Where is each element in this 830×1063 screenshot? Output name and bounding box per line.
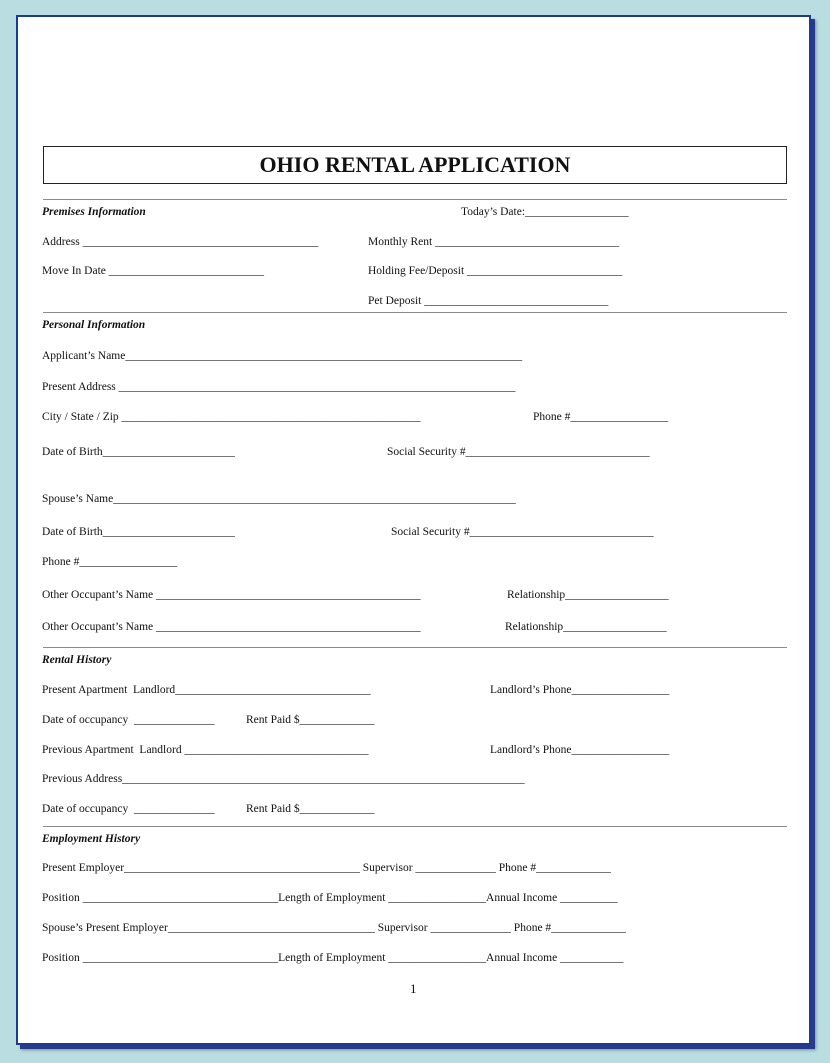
applicant-name-field[interactable]: Applicant’s Name_____________________________________________________________________ <box>42 350 523 362</box>
personal-heading: Personal Information <box>42 319 146 331</box>
relationship-field[interactable]: Relationship__________________ <box>507 589 669 601</box>
rental-history-heading: Rental History <box>42 654 112 666</box>
rent-paid-field[interactable]: Rent Paid $_____________ <box>246 714 375 726</box>
spouse-name-field[interactable]: Spouse’s Name______________________________________________________________________ <box>42 493 516 505</box>
section-divider <box>43 826 787 827</box>
previous-address-field[interactable]: Previous Address______________________________________________________________________ <box>42 773 525 785</box>
employment-history-heading: Employment History <box>42 833 141 845</box>
previous-date-of-occupancy-field[interactable]: Date of occupancy ______________ <box>42 803 215 815</box>
form-title: OHIO RENTAL APPLICATION <box>43 146 787 184</box>
other-occupant-name-field[interactable]: Other Occupant’s Name ______________________________________________ <box>42 589 421 601</box>
spouse-social-security-field[interactable]: Social Security #________________________________ <box>391 526 654 538</box>
section-divider <box>43 312 787 313</box>
other-occupant-name-field[interactable]: Other Occupant’s Name ______________________________________________ <box>42 621 421 633</box>
spouse-employer-row[interactable]: Spouse’s Present Employer____________________________________ Supervisor ______________ Phone #_____________ <box>42 922 626 934</box>
section-divider <box>43 647 787 648</box>
present-employer-row[interactable]: Present Employer_________________________________________ Supervisor ______________ Phone #_____________ <box>42 862 611 874</box>
landlord-phone-field[interactable]: Landlord’s Phone_________________ <box>490 684 670 696</box>
todays-date-field[interactable]: Today’s Date:__________________ <box>461 206 629 218</box>
section-divider <box>43 199 787 200</box>
spouse-date-of-birth-field[interactable]: Date of Birth_______________________ <box>42 526 235 538</box>
monthly-rent-field[interactable]: Monthly Rent ________________________________ <box>368 236 620 248</box>
date-of-birth-field[interactable]: Date of Birth_______________________ <box>42 446 235 458</box>
spouse-phone-field[interactable]: Phone #_________________ <box>42 556 178 568</box>
city-state-zip-field[interactable]: City / State / Zip ____________________________________________________ <box>42 411 421 423</box>
previous-landlord-field[interactable]: Previous Apartment Landlord ________________________________ <box>42 744 369 756</box>
social-security-field[interactable]: Social Security #________________________________ <box>387 446 650 458</box>
present-address-field[interactable]: Present Address _____________________________________________________________________ <box>42 381 516 393</box>
phone-field[interactable]: Phone #_________________ <box>533 411 669 423</box>
move-in-date-field[interactable]: Move In Date ___________________________ <box>42 265 264 277</box>
date-of-occupancy-field[interactable]: Date of occupancy ______________ <box>42 714 215 726</box>
spouse-position-row[interactable]: Position __________________________________Length of Employment _________________Annual Income ___________ <box>42 952 624 964</box>
previous-landlord-phone-field[interactable]: Landlord’s Phone_________________ <box>490 744 670 756</box>
address-field[interactable]: Address _________________________________________ <box>42 236 319 248</box>
present-landlord-field[interactable]: Present Apartment Landlord__________________________________ <box>42 684 371 696</box>
holding-fee-field[interactable]: Holding Fee/Deposit ___________________________ <box>368 265 623 277</box>
previous-rent-paid-field[interactable]: Rent Paid $_____________ <box>246 803 375 815</box>
page-number: 1 <box>410 981 417 996</box>
premises-heading: Premises Information <box>42 206 146 218</box>
relationship-field[interactable]: Relationship__________________ <box>505 621 667 633</box>
pet-deposit-field[interactable]: Pet Deposit ________________________________ <box>368 295 609 307</box>
position-row[interactable]: Position __________________________________Length of Employment _________________Annual Income __________ <box>42 892 618 904</box>
